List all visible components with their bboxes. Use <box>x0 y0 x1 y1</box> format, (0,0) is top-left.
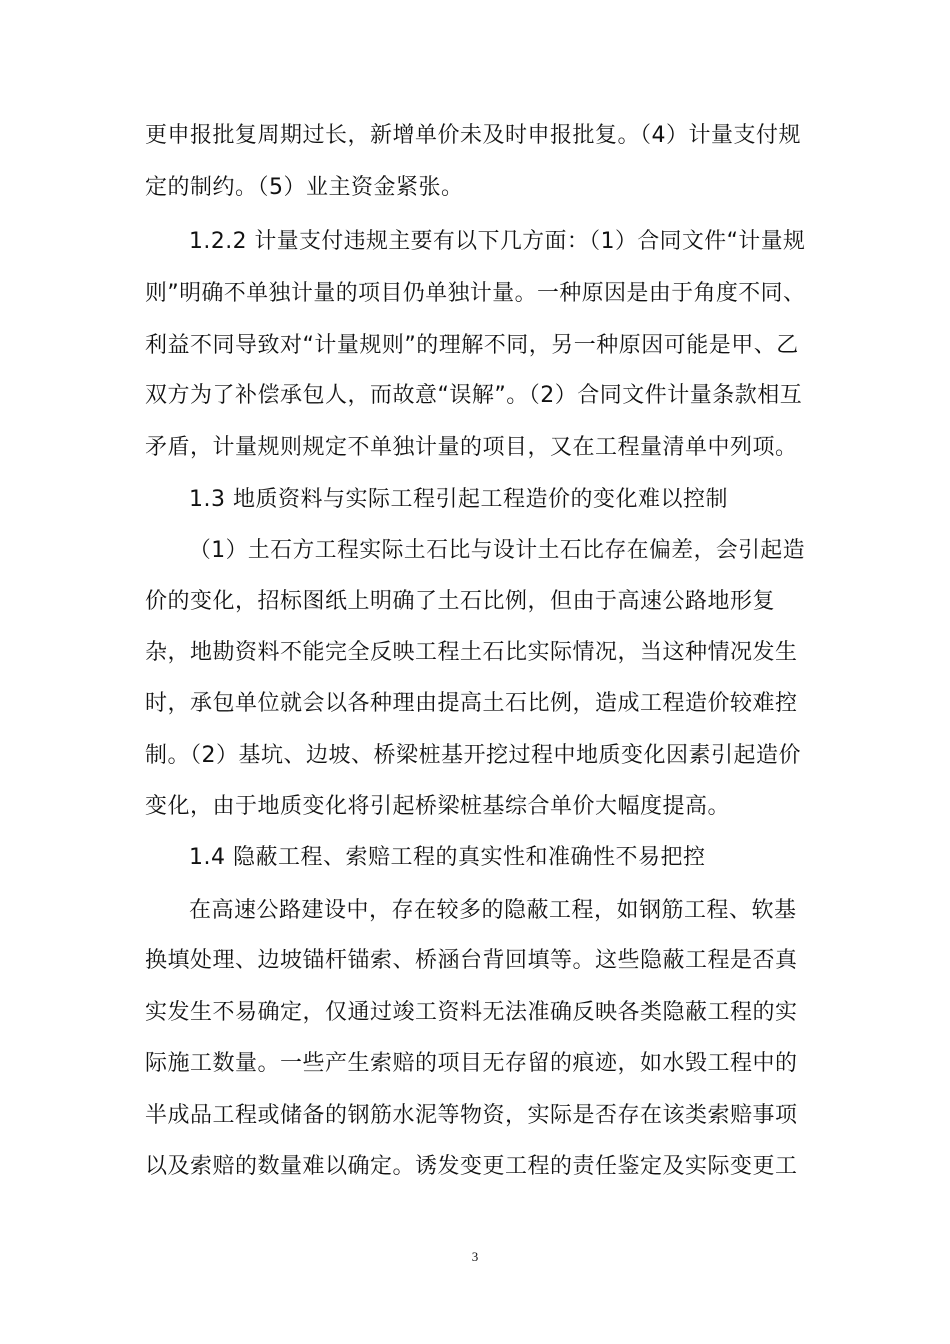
text-line: 以及索赔的数量难以确定。诱发变更工程的责任鉴定及实际变更工 <box>145 1154 798 1179</box>
text-line: 时，承包单位就会以各种理由提高土石比例，造成工程造价较难控 <box>145 691 798 716</box>
text-line: （1）土石方工程实际土石比与设计土石比存在偏差，会引起造 <box>189 538 805 563</box>
text-line: 利益不同导致对“计量规则”的理解不同，另一种原因可能是甲、乙 <box>145 333 799 358</box>
text-line: 矛盾，计量规则规定不单独计量的项目，又在工程量清单中列项。 <box>145 435 798 460</box>
page-number: 3 <box>471 1249 479 1264</box>
text-line: 更申报批复周期过长，新增单价未及时申报批复。（4）计量支付规 <box>145 123 801 148</box>
text-line: 定的制约。（5）业主资金紧张。 <box>145 175 464 200</box>
text-line: 制。（2）基坑、边坡、桥梁桩基开挖过程中地质变化因素引起造价 <box>145 743 801 768</box>
text-line: 半成品工程或储备的钢筋水泥等物资，实际是否存在该类索赔事项 <box>145 1103 798 1128</box>
text-line: 杂，地勘资料不能完全反映工程土石比实际情况，当这种情况发生 <box>145 640 798 665</box>
text-line: 在高速公路建设中，存在较多的隐蔽工程，如钢筋工程、软基 <box>189 898 797 923</box>
text-line: 实发生不易确定，仅通过竣工资料无法准确反映各类隐蔽工程的实 <box>145 1000 798 1025</box>
text-line: 换填处理、边坡锚杆锚索、桥涵台背回填等。这些隐蔽工程是否真 <box>145 948 798 973</box>
section-heading-1-3: 1.3 地质资料与实际工程引起工程造价的变化难以控制 <box>189 487 728 512</box>
text-line: 双方为了补偿承包人，而故意“误解”。（2）合同文件计量条款相互 <box>145 383 803 408</box>
text-line: 则”明确不单独计量的项目仍单独计量。一种原因是由于角度不同、 <box>145 281 806 306</box>
section-heading-1-2-2: 1.2.2 计量支付违规主要有以下几方面：（1）合同文件“计量规 <box>189 229 806 254</box>
text-line: 际施工数量。一些产生索赔的项目无存留的痕迹，如水毁工程中的 <box>145 1051 798 1076</box>
text-line: 价的变化，招标图纸上明确了土石比例，但由于高速公路地形复 <box>145 589 776 614</box>
section-heading-1-4: 1.4 隐蔽工程、索赔工程的真实性和准确性不易把控 <box>189 845 706 870</box>
text-line: 变化，由于地质变化将引起桥梁桩基综合单价大幅度提高。 <box>145 794 731 819</box>
